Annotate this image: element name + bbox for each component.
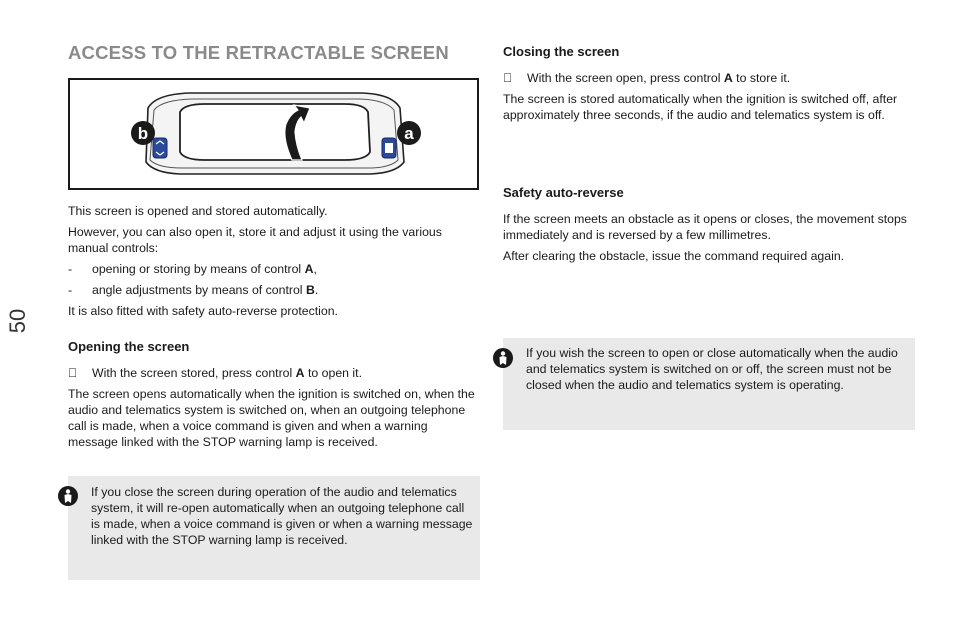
bullet-arrow-icon [503,70,527,86]
control-b [153,138,167,158]
label-a: a [404,124,414,143]
safety-text-1: If the screen meets an obstacle as it opens or closes, the movement stops immediately and is reversed by a few millimetres. [503,212,907,242]
opening-bullet-text [92,365,362,381]
closing-bullet-pre: With the screen open, press control [527,71,724,85]
opening-heading: Opening the screen [68,339,190,354]
screen-pane [180,104,370,160]
intro-text-3: It is also fitted with safety auto-reverse protection. [68,304,338,318]
screen-drawing [70,80,477,188]
page-number [5,300,32,340]
dash-item-2 [68,282,478,298]
opening-bullet-post: to open it. [304,366,362,380]
dash-item-2-post: . [314,283,319,297]
page-title: ACCESS TO THE RETRACTABLE SCREEN [68,42,449,63]
label-b-marker [131,121,155,145]
note-text-right: If you wish the screen to open or close automatically when the audio and telematics system is switched on or off, the screen must not be closed when the audio and telematics system is operating. [526,346,898,392]
dash-item-1-pre: opening or storing by means of control [92,262,305,276]
dash-mark: - [68,262,73,276]
control-a [382,138,396,158]
left-column [68,203,478,455]
dash-item-1 [68,261,478,277]
info-icon [58,486,78,506]
note-box-right [503,338,915,430]
opening-bullet [68,365,478,381]
closing-bullet [503,70,913,86]
closing-heading: Closing the screen [503,44,620,59]
intro-text-2: However, you can also open it, store it and adjust it using the various manual controls: [68,225,442,255]
note-text-left: If you close the screen during operation of the audio and telematics system, it will re-open automatically when an outgoing telephone call is made, when a voice command is given or when a warning message linked with the STOP warning lamp is received. [91,485,473,547]
dash-item-2-pre: angle adjustments by means of control [92,283,306,297]
control-key-b: B [305,283,315,297]
dash-item-text [92,261,317,277]
dash-item-text [92,282,318,298]
opening-bullet-pre: With the screen stored, press control [92,366,296,380]
safety-heading: Safety auto-reverse [503,185,624,200]
safety-text-2: After clearing the obstacle, issue the command required again. [503,249,845,263]
control-key-a: A [723,71,733,85]
dash-mark: - [68,283,73,297]
opening-text: The screen opens automatically when the ignition is switched on, when the audio and telematics system is switched on, when an outgoing telephone call is made, when a voice command is given and when a warning message linked with the STOP warning lamp is received. [68,387,475,449]
dash-item-1-post: , [313,262,317,276]
label-b: b [137,124,149,143]
bullet-arrow-icon [68,365,92,381]
control-key-a: A [304,262,314,276]
screen-illustration [68,78,479,190]
control-key-a: A [295,366,305,380]
closing-text: The screen is stored automatically when the ignition is switched off, after approximately three seconds, if the audio and telematics system is off. [503,92,898,122]
note-box-left [68,476,480,580]
label-a-marker [397,121,421,145]
page-number-text: 50 [5,308,31,334]
right-column [503,44,913,269]
closing-bullet-text [527,70,790,86]
info-icon [493,348,513,368]
closing-bullet-post: to store it. [732,71,791,85]
intro-text-1: This screen is opened and stored automatically. [68,204,328,218]
